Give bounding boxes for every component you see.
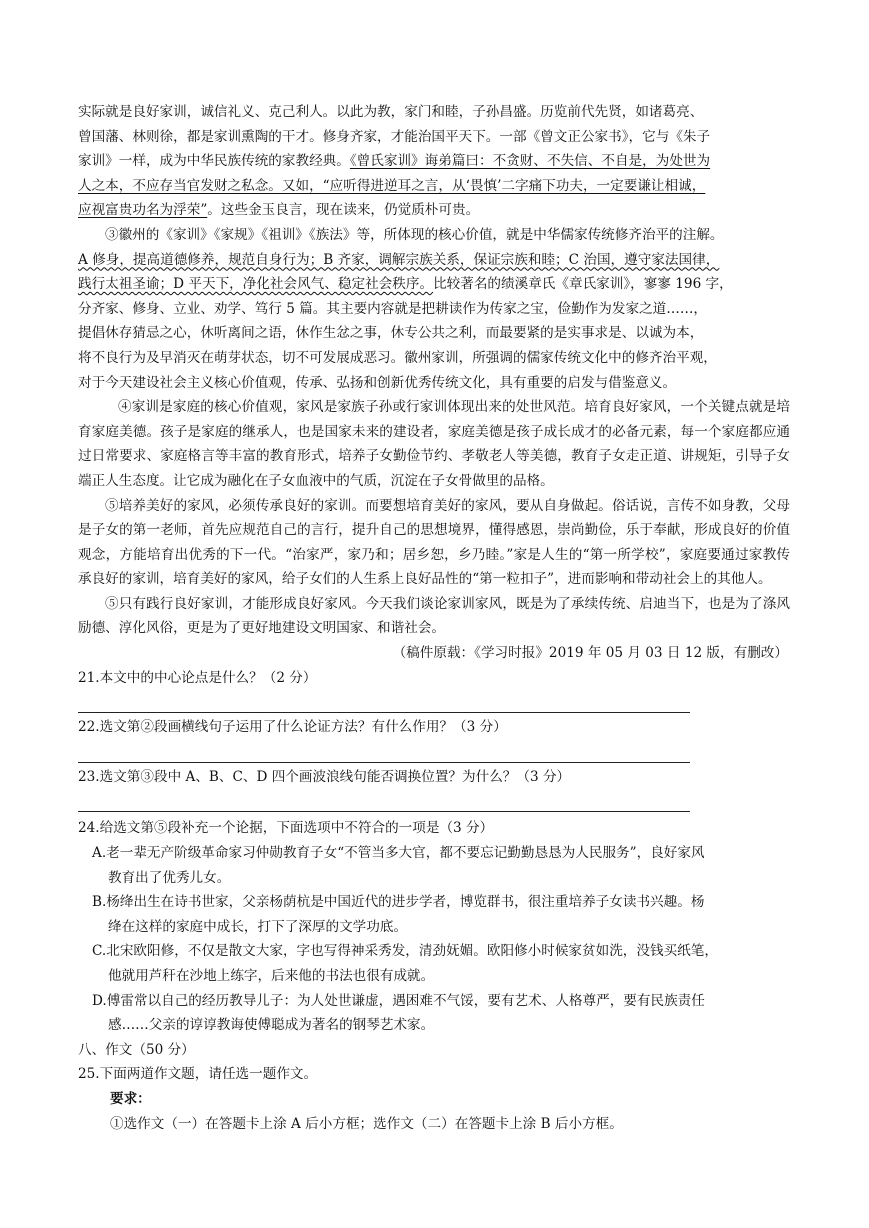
source-citation: （稿件原载：《学习时报》2019 年 05 月 03 日 12 版，有删改） [392,645,788,662]
requirement-item: ①选作文（一）在答题卡上涂 A 后小方框；选作文（二）在答题卡上涂 B 后小方框。 [110,1115,623,1132]
exam-page [78,100,790,1136]
question-22: 22.选文第②段画横线句子运用了什么论证方法？有什么作用？（3 分） [78,719,507,736]
option-d [78,989,790,1038]
text-line: 对于今天建设社会主义核心价值观，传承、弘扬和创新优秀传统文化，具有重要的启发与借鉴意义。 [78,374,677,391]
requirements-label: 要求： [110,1090,151,1107]
paragraph-5: ⑤培养美好的家风，必须传承良好的家训。而要想培育美好的家风，要从自身做起。俗话说，言传不如身教，父母是子女的第一老师，首先应规范自己的言行，提升自己的思想境界，懂得感恩，崇尚勤俭，乐于奉献，形成良好的价值观念，方能培育出优秀的下一代。“治家严，家乃和；居乡恕，乡乃睦。”家是人生的“第一所学校”，家庭要通过家教传承良好的家训，培育美好的家风，给子女们的人生系上良好品性的“第一粒扣子”，进而影响和带动社会上的其他人。 [78,497,790,588]
underlined-sentence: 人之本，不应存当官发财之私念。又如，“应听得进逆耳之言，从‘畏慎’二字痛下功夫，一定要谦让相诚， [78,177,706,194]
option-line: D.傅雷常以自己的经历教导儿子：为人处世谦虚，遇困难不气馁，要有艺术、人格尊严，要有民族责任 [92,992,705,1009]
text-segment: 家训》一样，成为中华民族传统的家教经典。 [78,153,350,170]
question-24: 24.给选文第⑤段补充一个论据，下面选项中不符合的一项是（3 分） [78,820,494,837]
option-line: 教育出了优秀儿女。 [108,869,231,886]
paragraph-6: ⑤只有践行良好家训，才能形成良好家风。今天我们谈论家训家风，既是为了承续传统、启迪当下，也是为了涤风励德、淳化风俗，更是为了更好地建设文明国家、和谐社会。 [78,595,790,637]
option-b [78,890,790,939]
answer-line[interactable] [78,789,690,812]
answer-line[interactable] [78,740,690,763]
wavy-underlined-sentence: A 修身，提高道德修养，规范自身行为；B 齐家，调解宗族关系，保证宗族和睦；C 治国，遵守家法国律， [78,251,720,268]
option-line: 他就用芦秆在沙地上练字，后来他的书法也很有成就。 [108,968,435,984]
paragraph-4: ④家训是家庭的核心价值观，家风是家族子孙或行家训体现出来的处世风范。培育良好家风，一个关键点就是培育家庭美德。孩子是家庭的继承人，也是国家未来的建设者，家庭美德是孩子成长成才的必备元素，每一个家庭都应通过日常要求、家庭格言等丰富的教育形式，培养子女勤俭节约、孝敬老人等美德，教育子女走正道、讲规矩，引导子女端正人生态度。让它成为融化在子女血液中的气质，沉淀在子女骨做里的品格。 [78,399,790,489]
question-23: 23.选文第③段中 A、B、C、D 四个画波浪线句能否调换位置？为什么？（3 分） [78,768,571,785]
text-line: 实际就是良好家训，诚信礼义、克己利人。以此为教，家门和睦，子孙昌盛。历览前代先贤，如诸葛亮、 [78,104,704,120]
option-c [78,939,790,988]
text-segment: 比较著名的绩溪章氏《章氏家训》，寥寥 196 字， [433,276,733,293]
section-heading-essay: 八、作文（50 分） [78,1041,195,1058]
text-line: 曾国藩、林则徐，都是家训熏陶的干才。修身齐家，才能治国平天下。一部《曾文正公家书》，它与《朱子 [78,128,711,145]
text-line [78,149,790,174]
text-line [78,174,790,199]
question-21: 21.本文中的中心论点是什么？（2 分） [78,669,317,686]
question-25: 25.下面两道作文题，请任选一题作文。 [78,1066,318,1083]
text-line [78,272,790,297]
text-line [78,198,790,223]
text-line: 提倡休存猜忌之心，休听离间之语，休作生忿之事，休专公共之利，而最要紧的是实事求是、以诚为本， [78,325,704,342]
text-line: 分齐家、修身、立业、劝学、笃行 5 篇。其主要内容就是把耕读作为传家之宝，俭勤作为发家之道……， [78,300,708,317]
text-segment: 。这些金玉良言，现在读来，仍觉质朴可贵。 [207,202,480,219]
option-line: C.北宋欧阳修，不仅是散文大家，字也写得神采秀发，清劲妩媚。欧阳修小时候家贫如洗，没钱买纸笔， [92,943,718,960]
answer-line[interactable] [78,690,690,713]
option-line: B.杨绛出生在诗书世家，父亲杨荫杭是中国近代的进步学者，博览群书，很注重培养子女读书兴趣。杨 [92,894,705,911]
wavy-underlined-sentence: 践行太祖圣谕；D 平天下，净化社会风气、稳定社会秩序。 [78,276,434,293]
underlined-sentence: 应视富贵功名为浮荣” [78,202,208,219]
option-line: 绛在这样的家庭中成长，打下了深厚的文学功底。 [108,918,408,935]
text-line [78,248,790,273]
text-line: ③徽州的《家训》《家规》《祖训》《族法》等，所体现的核心价值，就是中华儒家传统修齐治平的注解。 [105,226,724,243]
option-line: 感……父亲的谆谆教诲使傅聪成为著名的钢琴艺术家。 [108,1017,435,1034]
option-line: A.老一辈无产阶级革命家习仲勋教育子女“不管当多大官，都不要忘记勤勤恳恳为人民服务”，良好家风 [92,845,705,862]
paragraph-3 [78,223,790,395]
underlined-sentence: 《曾氏家训》诲弟篇曰：不贪财、不失信、不自是，为处世为 [349,153,711,170]
text-line: 将不良行为及早消灭在萌芽状态，切不可发展成恶习。徽州家训，所强调的儒家传统文化中的修齐治平观， [78,349,717,366]
option-a [78,841,790,890]
paragraph-2 [78,100,790,223]
